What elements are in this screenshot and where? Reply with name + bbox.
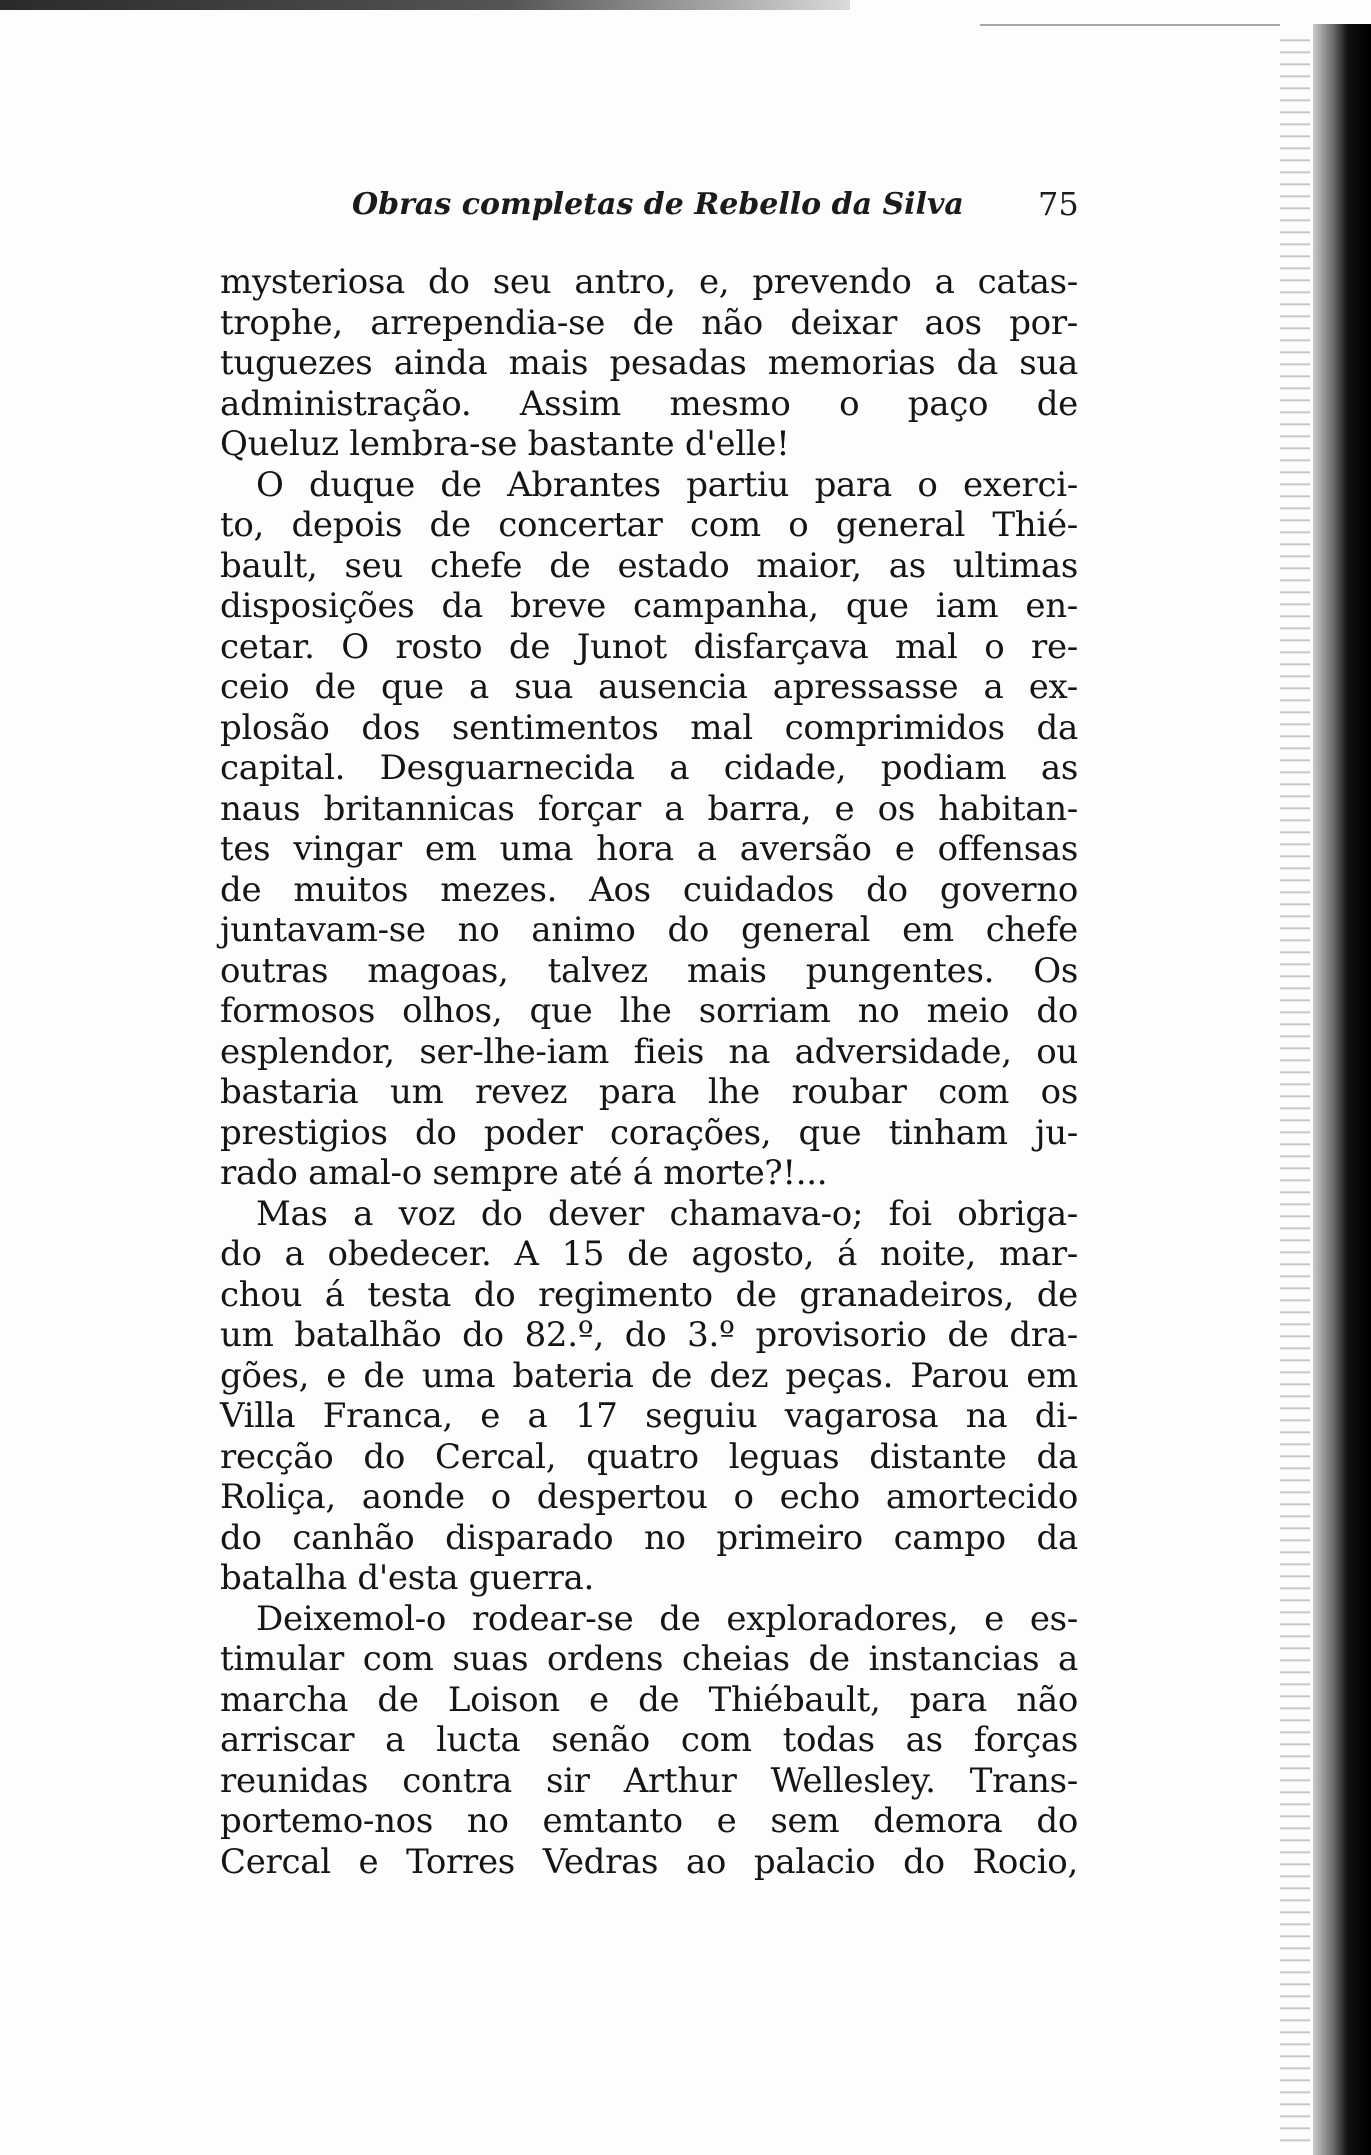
text-line: cetar. O rosto de Junot disfarçava mal o re- [220, 626, 1078, 667]
text-line: formosos olhos, que lhe sorriam no meio do [220, 991, 1078, 1031]
text-line: O duque de Abrantes partiu para o exerci- [256, 464, 1078, 505]
text-line: gões, e de uma bateria de dez peças. Parou em [220, 1355, 1078, 1396]
text-line: juntavam-se no animo do general em chefe [220, 910, 1078, 950]
text-line: administração. Assim mesmo o paço de [220, 383, 1078, 424]
text-line: arriscar a lucta senão com todas as forças [220, 1720, 1078, 1760]
text-line: timular com suas ordens cheias de instancias a [220, 1639, 1078, 1679]
text-line: bault, seu chefe de estado maior, as ultimas [220, 545, 1078, 586]
text-line: um batalhão do 82.º, do 3.º provisorio de dra- [220, 1315, 1078, 1355]
text-line: tuguezes ainda mais pesadas memorias da sua [220, 343, 1078, 383]
binding-edge [1313, 24, 1371, 2155]
text-line: de muitos mezes. Aos cuidados do governo [220, 869, 1078, 910]
body-text [220, 262, 1078, 1882]
text-line: marcha de Loison e de Thiébault, para não [220, 1679, 1078, 1720]
text-line: Roliça, aonde o despertou o echo amortecido [220, 1477, 1078, 1517]
text-line: Queluz lembra-se bastante d'elle! [220, 424, 790, 464]
top-edge-faint-line [980, 24, 1280, 26]
text-line: naus britannicas forçar a barra, e os habitan- [220, 788, 1078, 829]
binding-speckle [1280, 30, 1310, 2150]
text-line: outras magoas, talvez mais pungentes. Os [220, 950, 1078, 991]
text-line: Mas a voz do dever chamava-o; foi obriga- [256, 1193, 1078, 1234]
text-line: tes vingar em uma hora a aversão e offensas [220, 829, 1078, 869]
text-line: Deixemol-o rodear-se de exploradores, e es- [256, 1598, 1078, 1639]
text-line: do a obedecer. A 15 de agosto, á noite, mar- [220, 1234, 1078, 1274]
text-line: trophe, arrependia-se de não deixar aos por- [220, 302, 1078, 343]
text-line: bastaria um revez para lhe roubar com os [220, 1072, 1078, 1112]
running-head [352, 183, 1079, 233]
top-edge-shadow [0, 0, 850, 10]
text-line: prestigios do poder corações, que tinham ju- [220, 1112, 1078, 1153]
text-line: do canhão disparado no primeiro campo da [220, 1517, 1078, 1558]
text-line: ceio de que a sua ausencia apressasse a ex- [220, 667, 1078, 707]
text-line: Cercal e Torres Vedras ao palacio do Rocio, [220, 1841, 1078, 1882]
text-line: to, depois de concertar com o general Thié- [220, 505, 1078, 545]
text-line: recção do Cercal, quatro leguas distante da [220, 1436, 1078, 1477]
text-line: batalha d'esta guerra. [220, 1558, 595, 1598]
text-line: mysteriosa do seu antro, e, prevendo a catas- [220, 262, 1078, 302]
text-line: disposições da breve campanha, que iam en- [220, 586, 1078, 626]
text-line: Villa Franca, e a 17 seguiu vagarosa na di- [220, 1396, 1078, 1436]
text-line: portemo-nos no emtanto e sem demora do [220, 1801, 1078, 1841]
text-line: reunidas contra sir Arthur Wellesley. Trans- [220, 1760, 1078, 1801]
text-line: chou á testa do regimento de granadeiros, de [220, 1274, 1078, 1315]
page-number: 75 [1038, 185, 1079, 223]
text-line: plosão dos sentimentos mal comprimidos da [220, 707, 1078, 748]
text-line: capital. Desguarnecida a cidade, podiam as [220, 748, 1078, 788]
text-line: esplendor, ser-lhe-iam fieis na adversidade, ou [220, 1031, 1078, 1072]
text-line: rado amal-o sempre até á morte?!... [220, 1153, 828, 1193]
running-title: Obras completas de Rebello da Silva [352, 187, 964, 222]
